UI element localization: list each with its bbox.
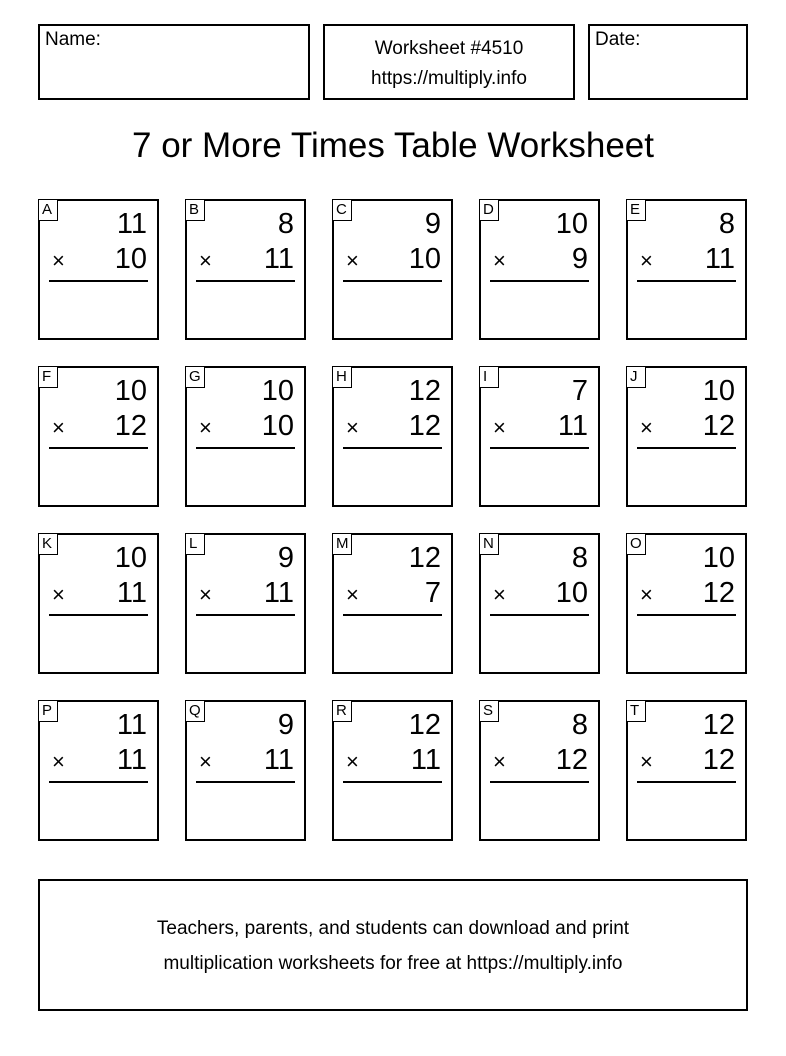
problem-card[interactable] bbox=[626, 700, 747, 841]
answer-line bbox=[637, 614, 736, 616]
problem-card[interactable] bbox=[626, 533, 747, 674]
answer-line bbox=[343, 280, 442, 282]
answer-line bbox=[196, 781, 295, 783]
multiplier: 11 bbox=[263, 744, 294, 776]
times-sign: × bbox=[493, 248, 506, 273]
footer-line-2: multiplication worksheets for free at https://multiply.info bbox=[163, 953, 623, 974]
times-sign: × bbox=[640, 749, 653, 774]
answer-line bbox=[343, 614, 442, 616]
times-sign: × bbox=[640, 415, 653, 440]
name-label: Name: bbox=[45, 29, 101, 50]
multiplier: 10 bbox=[555, 577, 588, 609]
problem-label: J bbox=[626, 366, 646, 388]
times-sign: × bbox=[199, 415, 212, 440]
problem-label: F bbox=[38, 366, 58, 388]
multiplier: 10 bbox=[261, 410, 294, 442]
multiplicand: 12 bbox=[408, 542, 441, 574]
multiplicand: 8 bbox=[277, 208, 294, 240]
problem-card[interactable] bbox=[626, 199, 747, 340]
answer-line bbox=[49, 280, 148, 282]
answer-line bbox=[196, 614, 295, 616]
multiplicand: 10 bbox=[261, 375, 294, 407]
problem-label: R bbox=[332, 700, 352, 722]
multiplier: 10 bbox=[114, 243, 147, 275]
multiplicand: 9 bbox=[277, 542, 294, 574]
multiplier: 9 bbox=[571, 243, 588, 275]
multiplicand: 10 bbox=[555, 208, 588, 240]
problem-card[interactable] bbox=[332, 533, 453, 674]
problem-label: L bbox=[185, 533, 205, 555]
problem-label: D bbox=[479, 199, 499, 221]
answer-line bbox=[49, 447, 148, 449]
multiplier: 12 bbox=[114, 410, 147, 442]
problem-card[interactable] bbox=[332, 366, 453, 507]
answer-line bbox=[490, 781, 589, 783]
answer-line bbox=[343, 781, 442, 783]
worksheet-url: https://multiply.info bbox=[371, 68, 527, 89]
multiplicand: 11 bbox=[116, 208, 147, 240]
problem-card[interactable] bbox=[185, 700, 306, 841]
problem-label: T bbox=[626, 700, 646, 722]
times-sign: × bbox=[52, 415, 65, 440]
problem-label: Q bbox=[185, 700, 205, 722]
multiplier: 12 bbox=[555, 744, 588, 776]
problem-label: H bbox=[332, 366, 352, 388]
problem-card[interactable] bbox=[38, 366, 159, 507]
problem-card[interactable] bbox=[626, 366, 747, 507]
multiplicand: 11 bbox=[116, 709, 147, 741]
answer-line bbox=[637, 781, 736, 783]
multiplier: 12 bbox=[702, 744, 735, 776]
times-sign: × bbox=[346, 749, 359, 774]
worksheet-number: Worksheet #4510 bbox=[374, 38, 524, 59]
answer-line bbox=[637, 280, 736, 282]
problem-label: O bbox=[626, 533, 646, 555]
multiplicand: 9 bbox=[277, 709, 294, 741]
times-sign: × bbox=[199, 248, 212, 273]
answer-line bbox=[49, 781, 148, 783]
answer-line bbox=[196, 447, 295, 449]
multiplier: 10 bbox=[408, 243, 441, 275]
multiplicand: 12 bbox=[702, 709, 735, 741]
problem-label: I bbox=[479, 366, 499, 388]
answer-line bbox=[490, 614, 589, 616]
multiplicand: 10 bbox=[114, 542, 147, 574]
times-sign: × bbox=[493, 749, 506, 774]
multiplicand: 8 bbox=[718, 208, 735, 240]
times-sign: × bbox=[346, 415, 359, 440]
multiplier: 11 bbox=[116, 577, 147, 609]
times-sign: × bbox=[52, 749, 65, 774]
multiplicand: 10 bbox=[702, 375, 735, 407]
problem-card[interactable] bbox=[332, 199, 453, 340]
problem-label: M bbox=[332, 533, 352, 555]
problem-label: P bbox=[38, 700, 58, 722]
problem-card[interactable] bbox=[38, 533, 159, 674]
multiplier: 11 bbox=[263, 243, 294, 275]
answer-line bbox=[637, 447, 736, 449]
multiplier: 11 bbox=[410, 744, 441, 776]
multiplier: 11 bbox=[263, 577, 294, 609]
times-sign: × bbox=[346, 582, 359, 607]
answer-line bbox=[490, 447, 589, 449]
multiplicand: 12 bbox=[408, 375, 441, 407]
multiplier: 11 bbox=[557, 410, 588, 442]
problem-label: K bbox=[38, 533, 58, 555]
problem-label: B bbox=[185, 199, 205, 221]
multiplicand: 9 bbox=[424, 208, 441, 240]
answer-line bbox=[49, 614, 148, 616]
times-sign: × bbox=[199, 582, 212, 607]
multiplicand: 8 bbox=[571, 542, 588, 574]
problem-label: N bbox=[479, 533, 499, 555]
footer-box bbox=[38, 879, 748, 1011]
problem-card[interactable] bbox=[479, 533, 600, 674]
problem-card[interactable] bbox=[479, 199, 600, 340]
date-label: Date: bbox=[595, 29, 641, 50]
problem-card[interactable] bbox=[185, 366, 306, 507]
times-sign: × bbox=[52, 248, 65, 273]
problem-label: S bbox=[479, 700, 499, 722]
times-sign: × bbox=[199, 749, 212, 774]
multiplier: 7 bbox=[424, 577, 441, 609]
multiplier: 12 bbox=[702, 410, 735, 442]
problem-card[interactable] bbox=[185, 533, 306, 674]
multiplicand: 10 bbox=[702, 542, 735, 574]
times-sign: × bbox=[346, 248, 359, 273]
times-sign: × bbox=[52, 582, 65, 607]
multiplicand: 12 bbox=[408, 709, 441, 741]
problem-label: E bbox=[626, 199, 646, 221]
answer-line bbox=[196, 280, 295, 282]
multiplicand: 7 bbox=[571, 375, 588, 407]
multiplier: 11 bbox=[116, 744, 147, 776]
problem-card[interactable] bbox=[38, 700, 159, 841]
answer-line bbox=[343, 447, 442, 449]
times-sign: × bbox=[493, 582, 506, 607]
times-sign: × bbox=[640, 582, 653, 607]
multiplier: 11 bbox=[704, 243, 735, 275]
page-title: 7 or More Times Table Worksheet bbox=[132, 126, 654, 165]
answer-line bbox=[490, 280, 589, 282]
problem-card[interactable] bbox=[479, 366, 600, 507]
problem-card[interactable] bbox=[38, 199, 159, 340]
times-sign: × bbox=[640, 248, 653, 273]
problem-label: G bbox=[185, 366, 205, 388]
problem-card[interactable] bbox=[185, 199, 306, 340]
problem-label: A bbox=[38, 199, 58, 221]
multiplicand: 10 bbox=[114, 375, 147, 407]
problem-label: C bbox=[332, 199, 352, 221]
multiplier: 12 bbox=[702, 577, 735, 609]
footer-line-1: Teachers, parents, and students can download and print bbox=[156, 918, 630, 939]
multiplicand: 8 bbox=[571, 709, 588, 741]
problem-card[interactable] bbox=[332, 700, 453, 841]
multiplier: 12 bbox=[408, 410, 441, 442]
problem-card[interactable] bbox=[479, 700, 600, 841]
times-sign: × bbox=[493, 415, 506, 440]
